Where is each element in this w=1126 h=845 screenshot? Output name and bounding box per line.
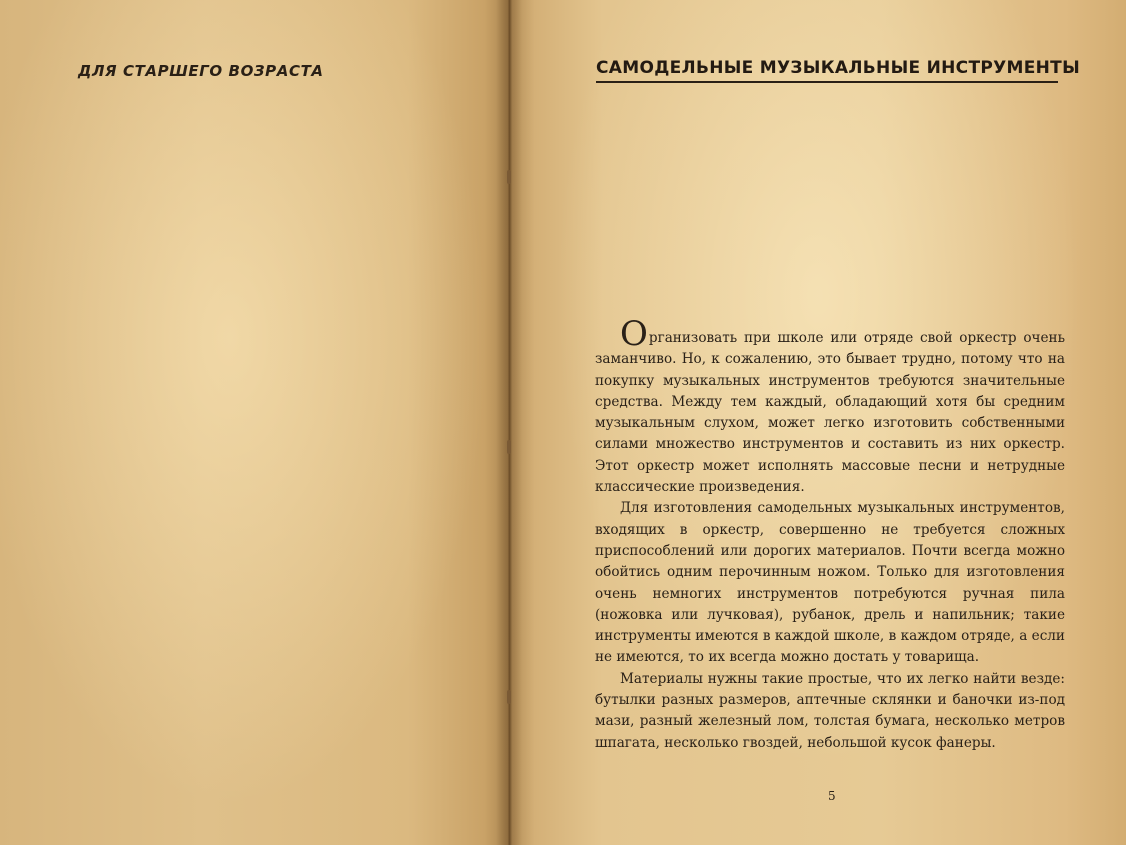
paragraph-3: Материалы нужны такие простые, что их легко найти везде: бутылки разных размеров, аптечные склянки и баночки из-под мази, разный железный лом, толстая бумага, несколько метров шпагата, несколько гвоздей, небольшой кусок фанеры. (595, 670, 1065, 751)
left-page (0, 0, 510, 845)
paragraph-1-text: рганизовать при школе или отряде свой оркестр очень заманчиво. Но, к сожалению, это бывает трудно, потому что на покупку музыкальных инструментов требуются значительные средства. Между тем каждый, обладающий хотя бы средним музыкальным слухом, может легко изготовить собственными силами множество инструментов и составить из них оркестр. Этот оркестр может исполнять массовые песни и нетрудные классические произведения. (595, 330, 1065, 496)
book-gutter (496, 0, 522, 845)
binding-stitch (507, 690, 511, 704)
drop-cap: О (620, 314, 648, 354)
page-number: 5 (828, 789, 836, 803)
paragraph-1 (595, 314, 1065, 498)
binding-stitch (507, 440, 511, 454)
binding-stitch (507, 170, 511, 184)
body-text (595, 314, 1065, 754)
left-running-head: ДЛЯ СТАРШЕГО ВОЗРАСТА (78, 62, 324, 80)
paragraph-2: Для изготовления самодельных музыкальных инструментов, входящих в оркестр, совершенно не требуется сложных приспособлений или дорогих материалов. Почти всегда можно обойтись одним перочинным ножом. Только для изготовления очень немногих инструментов потребуются ручная пила (ножовка или лучковая), рубанок, дрель и напильник; такие инструменты имеются в каждой школе, в каждом отряде, а если не имеются, то их всегда можно достать у товарища. (595, 500, 1065, 666)
right-running-head: САМОДЕЛЬНЫЕ МУЗЫКАЛЬНЫЕ ИНСТРУМЕНТЫ (596, 58, 1058, 83)
right-page (510, 0, 1126, 845)
